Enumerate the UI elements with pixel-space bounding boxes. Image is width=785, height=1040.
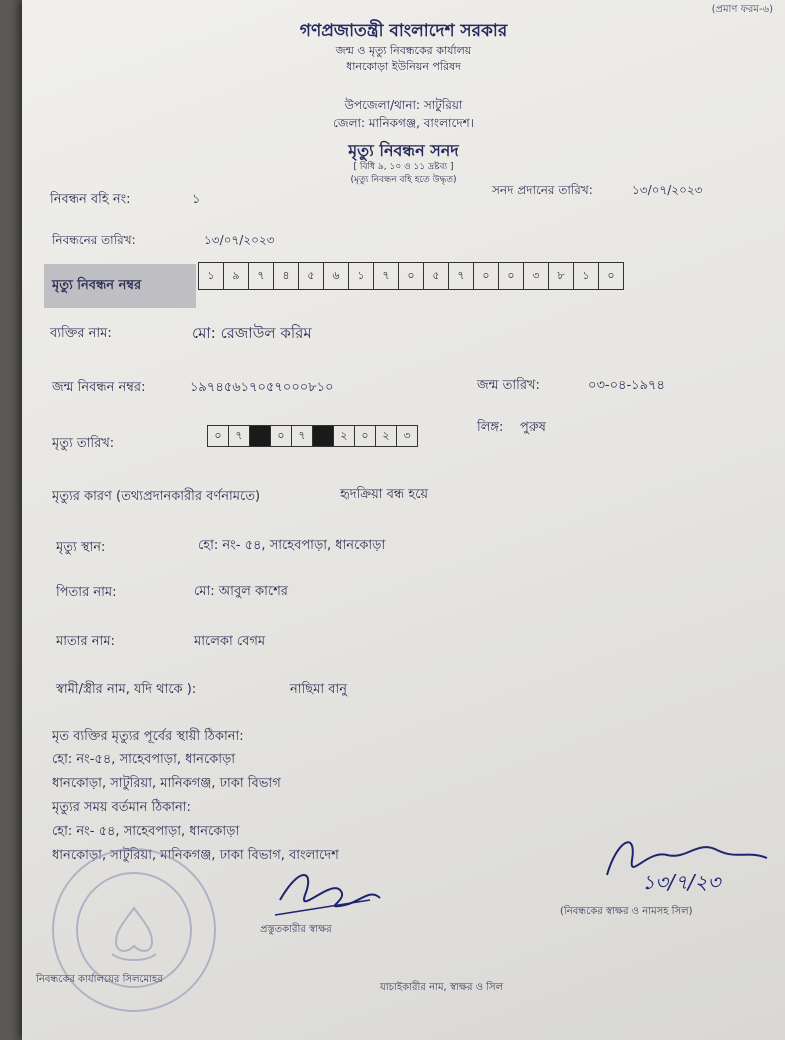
book-no-value: ১ — [192, 192, 201, 207]
father-label: পিতার নাম: — [56, 585, 117, 600]
digit-box: ৫ — [423, 262, 448, 290]
spouse-value: নাছিমা বানু — [290, 682, 348, 697]
digit-box: ৩ — [523, 262, 548, 290]
digit-box: ৫ — [298, 262, 323, 290]
reg-date-value: ১৩/০৭/২০২৩ — [204, 233, 275, 247]
govt-title: গণপ্রজাতন্ত্রী বাংলাদেশ সরকার — [299, 21, 508, 41]
page-title: মৃত্যু নিবন্ধন সনদ — [348, 141, 459, 160]
office-title: জন্ম ও মৃত্যু নিবন্ধকের কার্যালয় — [335, 44, 472, 57]
digit-box: ২ — [333, 425, 354, 447]
death-reg-no-boxes — [198, 262, 624, 290]
cause-label: মৃত্যুর কারণ (তথ্যপ্রদানকারীর বর্ণনামতে) — [52, 489, 261, 504]
current-address-label: মৃত্যুর সময় বর্তমান ঠিকানা: — [52, 800, 191, 815]
digit-box: ৭ — [448, 262, 473, 290]
registrar-signature-label: (নিবন্ধকের স্বাক্ষর ও নামসহ সিল) — [560, 906, 693, 917]
name-label: ব্যক্তির নাম: — [50, 326, 112, 341]
place-value: হো: নং- ৫৪, সাহেবপাড়া, ধানকোড়া — [198, 538, 386, 553]
handwritten-date: ১৩/৭/২৩ — [642, 870, 721, 894]
digit-box: ০ — [270, 425, 291, 447]
digit-box: ৪ — [273, 262, 298, 290]
office-seal-label: নিবন্ধকের কার্যালয়ের সিলমোহর — [36, 974, 163, 985]
perm-address-label: মৃত ব্যক্তির মৃত্যুর পূর্বের স্থায়ী ঠিকানা: — [52, 729, 244, 744]
mother-value: মালেকা বেগম — [194, 634, 266, 649]
digit-box: ০ — [398, 262, 423, 290]
preparer-signature-label: প্রস্তুতকারীর স্বাক্ষর — [260, 924, 332, 935]
digit-box: ৮ — [548, 262, 573, 290]
digit-box: ৬ — [323, 262, 348, 290]
form-number: (প্রমাণ ফরম-৬) — [711, 4, 773, 15]
digit-box: ৭ — [228, 425, 249, 447]
birth-reg-label: জন্ম নিবন্ধন নম্বর: — [52, 380, 146, 395]
place-label: মৃত্যু স্থান: — [56, 540, 106, 555]
digit-box: ০ — [498, 262, 523, 290]
cause-value: হৃদক্রিয়া বন্ধ হয়ে — [340, 487, 429, 502]
issue-date-value: ১৩/০৭/২০২৩ — [632, 183, 703, 197]
digit-box: ১ — [348, 262, 373, 290]
death-date-boxes — [207, 425, 418, 447]
issue-date-label: সনদ প্রদানের তারিখ: — [492, 183, 593, 197]
preparer-signature — [260, 860, 400, 930]
name-value: মো: রেজাউল করিম — [192, 324, 312, 342]
sex-label: লিঙ্গ: — [477, 420, 504, 435]
father-value: মো: আবুল কাশের — [194, 584, 288, 599]
perm-address-line1: হো: নং-৫৪, সাহেবপাড়া, ধানকোড়া — [52, 752, 236, 767]
mother-label: মাতার নাম: — [56, 634, 115, 649]
digit-box: ০ — [354, 425, 375, 447]
digit-box: ১ — [198, 262, 223, 290]
current-address-line2: ধানকোড়া, সাটুরিয়া, মানিকগঞ্জ, ঢাকা বিভাগ, বাংলাদেশ — [52, 848, 339, 863]
digit-box: ২ — [375, 425, 396, 447]
district-line: জেলা: মানিকগঞ্জ, বাংলাদেশ। — [332, 116, 475, 130]
certificate-paper — [22, 0, 785, 1040]
digit-box — [312, 425, 333, 447]
union-title: ধানকোড়া ইউনিয়ন পরিষদ — [346, 60, 461, 73]
spouse-label: স্বামী/স্ত্রীর নাম, যদি থাকে ): — [56, 682, 197, 697]
current-address-line1: হো: নং- ৫৪, সাহেবপাড়া, ধানকোড়া — [52, 824, 240, 839]
rule-reference: [ বিধি ৯, ১০ ও ১১ দ্রষ্টব্য ] — [353, 162, 454, 172]
digit-box: ০ — [207, 425, 228, 447]
digit-box: ৭ — [291, 425, 312, 447]
reg-date-label: নিবন্ধনের তারিখ: — [52, 233, 136, 247]
verifier-label: যাচাইকারীর নাম, স্বাক্ষর ও সিল — [380, 982, 504, 993]
digit-box: ৯ — [223, 262, 248, 290]
birth-date-value: ০৩-০৪-১৯৭৪ — [588, 378, 665, 393]
death-reg-no-label: মৃত্যু নিবন্ধন নম্বর — [52, 278, 142, 293]
digit-box: ৩ — [396, 425, 418, 447]
digit-box: ৭ — [373, 262, 398, 290]
digit-box: ৭ — [248, 262, 273, 290]
sex-value: পুরুষ — [520, 420, 546, 435]
upazila-line: উপজেলা/থানা: সাটুরিয়া — [344, 98, 463, 112]
digit-box: ১ — [573, 262, 598, 290]
birth-reg-value: ১৯৭৪৫৬১৭০৫৭০০০৮১০ — [190, 380, 334, 395]
extract-note: (মৃত্যু নিবন্ধন বহি হতে উদ্ধৃত) — [350, 175, 457, 185]
digit-box: ০ — [598, 262, 624, 290]
perm-address-line2: ধানকোড়া, সাটুরিয়া, মানিকগঞ্জ, ঢাকা বিভাগ — [52, 776, 281, 791]
digit-box — [249, 425, 270, 447]
birth-date-label: জন্ম তারিখ: — [477, 378, 540, 393]
book-no-label: নিবন্ধন বহি নং: — [50, 192, 131, 207]
digit-box: ০ — [473, 262, 498, 290]
death-date-label: মৃত্যু তারিখ: — [52, 436, 115, 451]
